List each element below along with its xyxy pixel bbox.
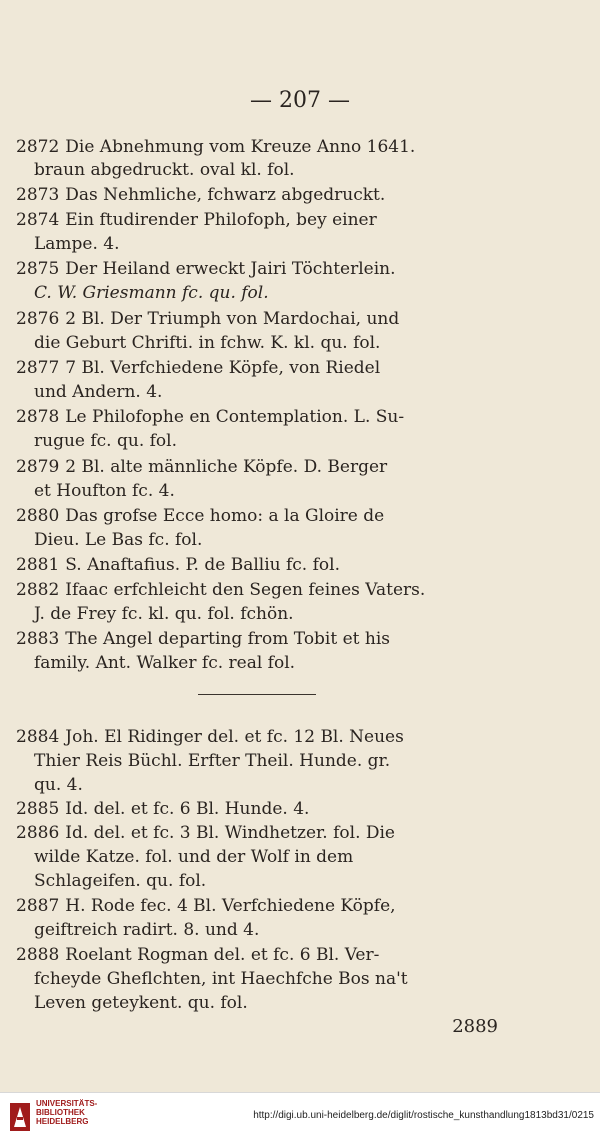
entry-line: Joh. El Ridinger del. et fc. 12 Bl. Neues [65,727,404,747]
entry-line: Leven geteykent. qu. fol. [34,993,248,1013]
viewer-footer [0,1092,600,1141]
catalog-entry-2888 [16,944,379,966]
catalog-entry-2880 [16,505,384,527]
entry-line: und Andern. 4. [34,382,163,402]
entry-line: die Geburt Chrifti. in fchw. K. kl. qu. fol. [34,333,381,353]
entry-line: qu. 4. [34,775,83,795]
section-divider [198,694,316,695]
catalog-entry-2881 [16,554,340,576]
entry-line: Id. del. et fc. 6 Bl. Hunde. 4. [65,799,310,819]
entry-line: Lampe. 4. [34,234,120,254]
entry-line: H. Rode fec. 4 Bl. Verfchiedene Köpfe, [65,896,396,916]
entry-line: Ifaac erfchleicht den Segen feines Vaters. [65,580,426,600]
entry-number: 2883 [16,629,60,649]
catalog-entry-2876 [16,308,399,330]
library-logo-text [36,1099,97,1126]
catalog-entry-2885 [16,798,309,820]
catalog-entry-2872 [16,136,415,158]
catalog-entry-2883 [16,628,390,650]
entry-number: 2877 [16,358,60,378]
logo-line: HEIDELBERG [36,1117,89,1126]
entry-number: 2886 [16,823,60,843]
catalog-entry-2882 [16,579,425,601]
logo-line: BIBLIOTHEK [36,1108,85,1117]
entry-line: The Angel departing from Tobit et his [65,629,391,649]
entry-number: 2887 [16,896,60,916]
entry-line: Das grofse Ecce homo: a la Gloire de [65,506,385,526]
catalog-entry-2874 [16,209,377,231]
entry-number: 2880 [16,506,60,526]
entry-line: fcheyde Gheflchten, int Haechfche Bos na't [34,969,408,989]
entry-number: 2888 [16,945,60,965]
catalog-entry-2873 [16,184,385,206]
entry-number: 2878 [16,407,60,427]
logo-line: UNIVERSITÄTS- [36,1099,98,1108]
entry-line: Thier Reis Büchl. Erfter Theil. Hunde. gr. [34,751,391,771]
entry-line: et Houfton fc. 4. [34,481,175,501]
entry-line: 2 Bl. Der Triumph von Mardochai, und [65,309,400,329]
source-url-link[interactable]: http://digi.ub.uni-heidelberg.de/diglit/rostische_kunsthandlung1813bd31/0215 [253,1110,594,1121]
catalog-entry-2887 [16,895,396,917]
catalog-entry-2886 [16,822,395,844]
catalog-entry-2875 [16,258,396,280]
entry-line: Id. del. et fc. 3 Bl. Windhetzer. fol. Die [65,823,395,843]
library-logo-icon [8,1099,32,1135]
entry-line: C. W. Griesmann fc. qu. fol. [34,283,269,303]
entry-number: 2884 [16,727,60,747]
catalog-entry-2879 [16,456,387,478]
entry-number: 2885 [16,799,60,819]
entry-line: Le Philofophe en Contemplation. L. Su- [65,407,405,427]
entry-line: Das Nehmliche, fchwarz abgedruckt. [65,185,386,205]
entry-line: Dieu. Le Bas fc. fol. [34,530,203,550]
entry-line: geiftreich radirt. 8. und 4. [34,920,260,940]
entry-line: wilde Katze. fol. und der Wolf in dem [34,847,354,867]
catalog-entry-2878 [16,406,404,428]
entry-line: J. de Frey fc. kl. qu. fol. fchön. [34,604,294,624]
entry-line: Roelant Rogman del. et fc. 6 Bl. Ver- [65,945,380,965]
entry-number: 2874 [16,210,60,230]
entry-number: 2879 [16,457,60,477]
entry-line: family. Ant. Walker fc. real fol. [34,653,296,673]
entry-line: rugue fc. qu. fol. [34,431,177,451]
catalog-entry-2877 [16,357,380,379]
entry-line: Der Heiland erweckt Jairi Töchterlein. [65,259,396,279]
entry-number: 2882 [16,580,60,600]
entry-number: 2875 [16,259,60,279]
entry-number: 2876 [16,309,60,329]
entry-line: braun abgedruckt. oval kl. fol. [34,160,295,180]
entry-line: 2 Bl. alte männliche Köpfe. D. Berger [65,457,388,477]
entry-line: Ein ftudirender Philofoph, bey einer [65,210,377,230]
entry-number: 2872 [16,137,60,157]
entry-line: Die Abnehmung vom Kreuze Anno 1641. [65,137,416,157]
entry-line: S. Anaftafius. P. de Balliu fc. fol. [65,555,340,575]
catchword: 2889 [452,1016,498,1037]
entry-number: 2873 [16,185,60,205]
entry-line: Schlageifen. qu. fol. [34,871,207,891]
entry-number: 2881 [16,555,60,575]
catalog-entry-2884 [16,726,404,748]
page-number: — 207 — [250,88,350,113]
entry-line: 7 Bl. Verfchiedene Köpfe, von Riedel [65,358,381,378]
